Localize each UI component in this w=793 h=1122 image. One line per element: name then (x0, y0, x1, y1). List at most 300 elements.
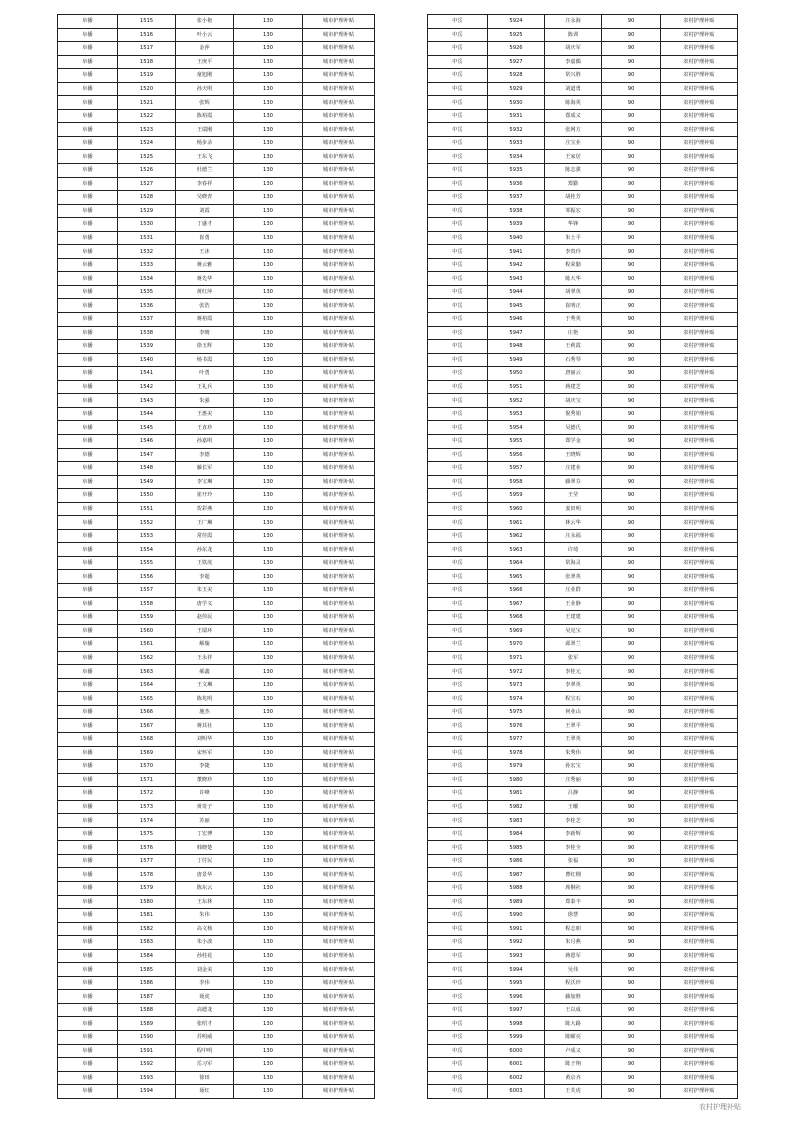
cell-name: 于秀英 (545, 313, 602, 327)
table-row (58, 678, 375, 692)
cell-id: 5941 (488, 245, 545, 259)
table-row (58, 854, 375, 868)
cell-type: 城市护理补贴 (303, 231, 375, 245)
cell-id: 5966 (488, 583, 545, 597)
cell-amount: 90 (602, 164, 661, 178)
cell-id: 1552 (118, 516, 176, 530)
cell-type: 城市护理补贴 (303, 204, 375, 218)
table-row (428, 922, 738, 936)
cell-town: 中岳 (428, 462, 488, 476)
cell-id: 1550 (118, 489, 176, 503)
cell-type: 城市护理补贴 (303, 760, 375, 774)
cell-type: 农村护理补贴 (661, 367, 738, 381)
table-row (428, 502, 738, 516)
cell-type: 城市护理补贴 (303, 1003, 375, 1017)
cell-id: 1523 (118, 123, 176, 137)
cell-amount: 130 (234, 367, 303, 381)
cell-id: 1589 (118, 1017, 176, 1031)
table-row (58, 1031, 375, 1045)
right-table (427, 14, 738, 1099)
cell-type: 农村护理补贴 (661, 164, 738, 178)
cell-amount: 90 (602, 42, 661, 56)
cell-id: 5949 (488, 353, 545, 367)
cell-type: 城市护理补贴 (303, 28, 375, 42)
table-row (428, 678, 738, 692)
cell-town: 中岳 (428, 1017, 488, 1031)
cell-name: 王直珍 (176, 421, 234, 435)
cell-type: 农村护理补贴 (661, 665, 738, 679)
table-row (58, 963, 375, 977)
cell-amount: 90 (602, 990, 661, 1004)
cell-name: 宋怀军 (176, 746, 234, 760)
cell-town: 中岳 (428, 69, 488, 83)
cell-amount: 90 (602, 705, 661, 719)
table-row (58, 841, 375, 855)
cell-id: 5929 (488, 82, 545, 96)
cell-id: 5969 (488, 624, 545, 638)
cell-town: 阜播 (58, 787, 118, 801)
cell-town: 中岳 (428, 15, 488, 29)
cell-id: 1577 (118, 854, 176, 868)
cell-name: 何业山 (545, 705, 602, 719)
cell-town: 阜播 (58, 326, 118, 340)
cell-name: 张小艳 (176, 15, 234, 29)
cell-town: 中岳 (428, 543, 488, 557)
cell-type: 农村护理补贴 (661, 570, 738, 584)
table-row (58, 895, 375, 909)
cell-amount: 90 (602, 434, 661, 448)
cell-amount: 90 (602, 638, 661, 652)
cell-town: 阜播 (58, 123, 118, 137)
table-row (428, 462, 738, 476)
cell-town: 中岳 (428, 218, 488, 232)
cell-type: 农村护理补贴 (661, 285, 738, 299)
cell-type: 农村护理补贴 (661, 1044, 738, 1058)
cell-type: 农村护理补贴 (661, 882, 738, 896)
cell-name: 王业静 (545, 597, 602, 611)
cell-amount: 130 (234, 719, 303, 733)
cell-id: 5982 (488, 800, 545, 814)
cell-name: 王家居 (545, 150, 602, 164)
table-row (58, 909, 375, 923)
table-row (428, 516, 738, 530)
cell-amount: 90 (602, 299, 661, 313)
cell-type: 农村护理补贴 (661, 841, 738, 855)
cell-town: 中岳 (428, 136, 488, 150)
cell-amount: 90 (602, 963, 661, 977)
cell-id: 5999 (488, 1031, 545, 1045)
cell-town: 阜播 (58, 136, 118, 150)
cell-type: 农村护理补贴 (661, 245, 738, 259)
cell-town: 阜播 (58, 746, 118, 760)
cell-town: 中岳 (428, 638, 488, 652)
table-row (58, 1058, 375, 1072)
cell-town: 中岳 (428, 936, 488, 950)
cell-id: 5984 (488, 827, 545, 841)
table-row (428, 773, 738, 787)
cell-name: 程荣勤 (545, 258, 602, 272)
cell-id: 5955 (488, 434, 545, 448)
cell-town: 阜播 (58, 448, 118, 462)
cell-type: 城市护理补贴 (303, 909, 375, 923)
cell-name: 王惠美 (176, 407, 234, 421)
cell-town: 阜播 (58, 1058, 118, 1072)
table-row (428, 597, 738, 611)
table-row (58, 990, 375, 1004)
cell-name: 朱伟 (176, 909, 234, 923)
table-row (428, 746, 738, 760)
cell-amount: 130 (234, 245, 303, 259)
cell-type: 农村护理补贴 (661, 421, 738, 435)
cell-name: 王礼兵 (176, 380, 234, 394)
cell-town: 阜播 (58, 936, 118, 950)
cell-town: 中岳 (428, 96, 488, 110)
table-row (428, 340, 738, 354)
cell-amount: 130 (234, 489, 303, 503)
cell-town: 阜播 (58, 96, 118, 110)
table-row (58, 827, 375, 841)
cell-amount: 90 (602, 543, 661, 557)
cell-type: 农村护理补贴 (661, 895, 738, 909)
cell-id: 5973 (488, 678, 545, 692)
table-row (428, 827, 738, 841)
cell-name: 席桐社 (545, 882, 602, 896)
cell-name: 李新辉 (545, 827, 602, 841)
cell-amount: 130 (234, 272, 303, 286)
table-row (428, 258, 738, 272)
cell-amount: 130 (234, 448, 303, 462)
cell-type: 农村护理补贴 (661, 462, 738, 476)
cell-amount: 130 (234, 1003, 303, 1017)
table-row (58, 868, 375, 882)
cell-type: 城市护理补贴 (303, 1071, 375, 1085)
table-row (428, 28, 738, 42)
cell-id: 1569 (118, 746, 176, 760)
cell-type: 城市护理补贴 (303, 42, 375, 56)
cell-id: 5965 (488, 570, 545, 584)
cell-amount: 90 (602, 651, 661, 665)
cell-amount: 130 (234, 475, 303, 489)
cell-amount: 90 (602, 1085, 661, 1099)
cell-id: 5927 (488, 55, 545, 69)
cell-amount: 90 (602, 516, 661, 530)
cell-id: 1519 (118, 69, 176, 83)
cell-amount: 130 (234, 963, 303, 977)
cell-type: 城市护理补贴 (303, 895, 375, 909)
cell-type: 农村护理补贴 (661, 231, 738, 245)
cell-town: 中岳 (428, 597, 488, 611)
cell-name: 金萍 (176, 42, 234, 56)
cell-id: 1566 (118, 705, 176, 719)
cell-amount: 90 (602, 800, 661, 814)
cell-name: 王翠平 (545, 719, 602, 733)
cell-town: 阜播 (58, 407, 118, 421)
cell-id: 1546 (118, 434, 176, 448)
cell-town: 中岳 (428, 976, 488, 990)
cell-id: 5975 (488, 705, 545, 719)
cell-town: 阜播 (58, 434, 118, 448)
table-row (428, 489, 738, 503)
cell-town: 中岳 (428, 1031, 488, 1045)
cell-amount: 90 (602, 82, 661, 96)
cell-amount: 130 (234, 1044, 303, 1058)
cell-name: 王曜 (545, 800, 602, 814)
cell-type: 农村护理补贴 (661, 82, 738, 96)
table-row (428, 421, 738, 435)
cell-amount: 130 (234, 1085, 303, 1099)
cell-amount: 90 (602, 462, 661, 476)
cell-amount: 90 (602, 583, 661, 597)
cell-amount: 90 (602, 1031, 661, 1045)
cell-name: 杨步录 (176, 136, 234, 150)
cell-amount: 90 (602, 665, 661, 679)
cell-id: 6000 (488, 1044, 545, 1058)
cell-amount: 130 (234, 678, 303, 692)
cell-town: 阜播 (58, 55, 118, 69)
cell-town: 中岳 (428, 245, 488, 259)
cell-type: 农村护理补贴 (661, 705, 738, 719)
cell-name: 庄秀丽 (545, 773, 602, 787)
table-row (58, 882, 375, 896)
cell-type: 城市护理补贴 (303, 353, 375, 367)
cell-amount: 90 (602, 1003, 661, 1017)
cell-amount: 130 (234, 949, 303, 963)
cell-amount: 130 (234, 692, 303, 706)
cell-id: 6002 (488, 1071, 545, 1085)
table-row (428, 787, 738, 801)
table-row (428, 1017, 738, 1031)
cell-name: 王以成 (545, 1003, 602, 1017)
cell-amount: 130 (234, 1031, 303, 1045)
cell-type: 城市护理补贴 (303, 136, 375, 150)
table-row (428, 82, 738, 96)
cell-town: 阜播 (58, 543, 118, 557)
cell-id: 1554 (118, 543, 176, 557)
cell-name: 聂红 (176, 1085, 234, 1099)
cell-town: 阜播 (58, 529, 118, 543)
cell-amount: 90 (602, 1017, 661, 1031)
cell-town: 阜播 (58, 583, 118, 597)
cell-town: 阜播 (58, 949, 118, 963)
cell-town: 阜播 (58, 285, 118, 299)
cell-name: 李晴 (176, 326, 234, 340)
cell-name: 苏明威 (176, 1031, 234, 1045)
cell-town: 阜播 (58, 556, 118, 570)
cell-town: 中岳 (428, 705, 488, 719)
cell-name: 王广琳 (176, 516, 234, 530)
cell-name: 胡翠英 (545, 285, 602, 299)
cell-id: 1583 (118, 936, 176, 950)
cell-id: 5959 (488, 489, 545, 503)
cell-town: 中岳 (428, 556, 488, 570)
cell-id: 5944 (488, 285, 545, 299)
cell-town: 中岳 (428, 827, 488, 841)
cell-type: 农村护理补贴 (661, 15, 738, 29)
table-row (428, 976, 738, 990)
cell-name: 藤长军 (176, 462, 234, 476)
cell-town: 中岳 (428, 407, 488, 421)
cell-amount: 90 (602, 218, 661, 232)
cell-name: 赵伟民 (176, 611, 234, 625)
cell-type: 城市护理补贴 (303, 597, 375, 611)
cell-name: 徐慧 (545, 909, 602, 923)
cell-town: 阜播 (58, 760, 118, 774)
cell-id: 1574 (118, 814, 176, 828)
cell-type: 农村护理补贴 (661, 719, 738, 733)
cell-amount: 130 (234, 28, 303, 42)
cell-town: 阜播 (58, 394, 118, 408)
cell-amount: 130 (234, 936, 303, 950)
cell-id: 5954 (488, 421, 545, 435)
cell-type: 城市护理补贴 (303, 299, 375, 313)
cell-name: 郑勤 (545, 177, 602, 191)
cell-type: 农村护理补贴 (661, 936, 738, 950)
cell-amount: 130 (234, 651, 303, 665)
cell-id: 5968 (488, 611, 545, 625)
cell-town: 阜播 (58, 909, 118, 923)
cell-amount: 130 (234, 922, 303, 936)
cell-amount: 90 (602, 489, 661, 503)
cell-amount: 130 (234, 990, 303, 1004)
cell-town: 阜播 (58, 177, 118, 191)
cell-town: 阜播 (58, 963, 118, 977)
cell-name: 王建建 (545, 611, 602, 625)
cell-name: 王莹 (545, 489, 602, 503)
cell-amount: 90 (602, 624, 661, 638)
cell-id: 5983 (488, 814, 545, 828)
cell-type: 城市护理补贴 (303, 367, 375, 381)
left-table (57, 14, 375, 1099)
cell-id: 1576 (118, 841, 176, 855)
cell-name: 李宝琳 (176, 475, 234, 489)
cell-name: 叶小云 (176, 28, 234, 42)
cell-id: 1534 (118, 272, 176, 286)
cell-name: 丁盛才 (176, 218, 234, 232)
cell-town: 阜播 (58, 28, 118, 42)
cell-town: 中岳 (428, 529, 488, 543)
cell-town: 中岳 (428, 191, 488, 205)
cell-amount: 130 (234, 55, 303, 69)
cell-amount: 90 (602, 353, 661, 367)
cell-type: 城市护理补贴 (303, 787, 375, 801)
cell-type: 农村护理补贴 (661, 136, 738, 150)
cell-amount: 130 (234, 868, 303, 882)
table-row (58, 976, 375, 990)
cell-type: 农村护理补贴 (661, 502, 738, 516)
cell-amount: 90 (602, 231, 661, 245)
cell-id: 5981 (488, 787, 545, 801)
cell-type: 农村护理补贴 (661, 692, 738, 706)
cell-town: 中岳 (428, 882, 488, 896)
cell-name: 王沐 (176, 245, 234, 259)
cell-type: 城市护理补贴 (303, 1017, 375, 1031)
cell-id: 5994 (488, 963, 545, 977)
table-row (58, 719, 375, 733)
cell-town: 中岳 (428, 692, 488, 706)
cell-amount: 90 (602, 258, 661, 272)
cell-id: 1538 (118, 326, 176, 340)
cell-type: 农村护理补贴 (661, 96, 738, 110)
cell-id: 1535 (118, 285, 176, 299)
cell-town: 阜播 (58, 380, 118, 394)
cell-name: 叶勇 (176, 367, 234, 381)
cell-town: 中岳 (428, 868, 488, 882)
cell-type: 城市护理补贴 (303, 814, 375, 828)
cell-id: 5976 (488, 719, 545, 733)
cell-type: 城市护理补贴 (303, 489, 375, 503)
cell-type: 城市护理补贴 (303, 1058, 375, 1072)
table-row (428, 448, 738, 462)
cell-type: 农村护理补贴 (661, 258, 738, 272)
table-row (58, 936, 375, 950)
table-row (428, 543, 738, 557)
cell-name: 王翠英 (545, 732, 602, 746)
cell-name: 陈大路 (545, 1017, 602, 1031)
cell-amount: 90 (602, 773, 661, 787)
cell-name: 庄宝业 (545, 136, 602, 150)
table-row (58, 462, 375, 476)
table-row (58, 787, 375, 801)
cell-town: 中岳 (428, 367, 488, 381)
cell-id: 1545 (118, 421, 176, 435)
cell-town: 阜播 (58, 42, 118, 56)
cell-amount: 90 (602, 1058, 661, 1072)
cell-type: 城市护理补贴 (303, 611, 375, 625)
cell-amount: 130 (234, 543, 303, 557)
cell-town: 阜播 (58, 990, 118, 1004)
cell-name: 陈东云 (176, 882, 234, 896)
table-row (58, 191, 375, 205)
cell-type: 城市护理补贴 (303, 800, 375, 814)
cell-amount: 90 (602, 69, 661, 83)
cell-id: 5946 (488, 313, 545, 327)
cell-id: 5945 (488, 299, 545, 313)
cell-name: 藤加胜 (545, 990, 602, 1004)
cell-amount: 90 (602, 868, 661, 882)
cell-type: 城市护理补贴 (303, 665, 375, 679)
cell-id: 5988 (488, 882, 545, 896)
cell-name: 徐田 (176, 1071, 234, 1085)
cell-name: 张绍才 (176, 1017, 234, 1031)
table-row (58, 28, 375, 42)
table-row (428, 1071, 738, 1085)
cell-name: 庄艳 (545, 326, 602, 340)
cell-town: 中岳 (428, 732, 488, 746)
cell-name: 王芙虎 (545, 1085, 602, 1099)
cell-town: 阜播 (58, 678, 118, 692)
cell-name: 程宝石 (545, 692, 602, 706)
table-row (58, 814, 375, 828)
cell-name: 王瑞刚 (176, 123, 234, 137)
cell-type: 农村护理补贴 (661, 963, 738, 977)
cell-town: 阜播 (58, 82, 118, 96)
cell-type: 城市护理补贴 (303, 69, 375, 83)
table-row (428, 719, 738, 733)
cell-amount: 90 (602, 611, 661, 625)
cell-type: 农村护理补贴 (661, 529, 738, 543)
cell-name: 黄京齐 (545, 1071, 602, 1085)
cell-id: 1532 (118, 245, 176, 259)
cell-amount: 130 (234, 502, 303, 516)
cell-name: 朱士平 (545, 231, 602, 245)
cell-amount: 130 (234, 231, 303, 245)
cell-id: 5948 (488, 340, 545, 354)
cell-amount: 130 (234, 407, 303, 421)
cell-town: 中岳 (428, 1085, 488, 1099)
table-row (58, 96, 375, 110)
cell-type: 城市护理补贴 (303, 746, 375, 760)
cell-name: 李桂元 (545, 665, 602, 679)
